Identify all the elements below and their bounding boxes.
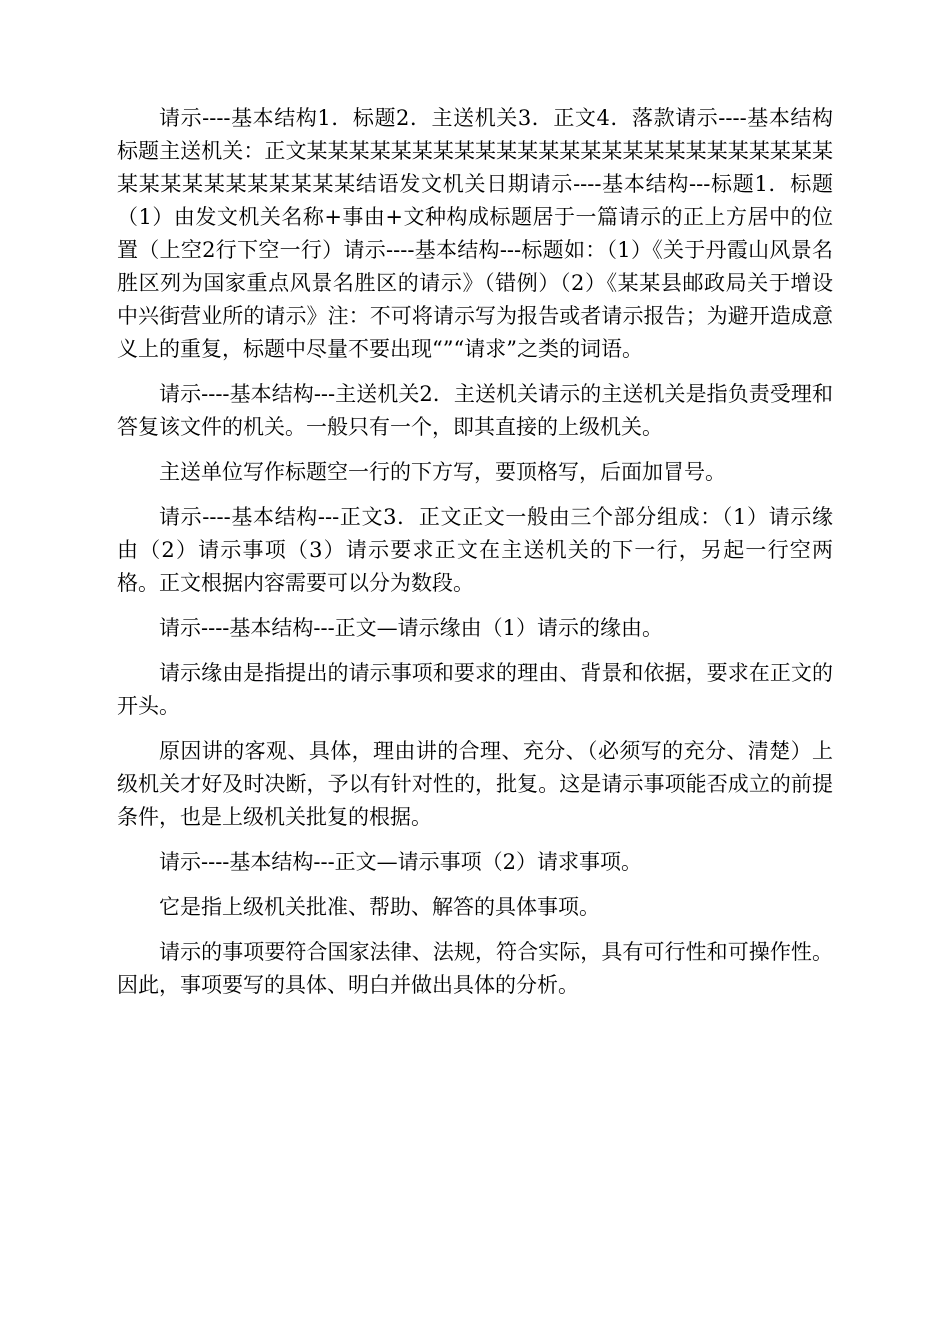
paragraph-reason-heading: 请示----基本结构---正文—请示缘由（1）请示的缘由。	[159, 616, 664, 640]
paragraph-main-recipient: 请示----基本结构---主送机关2．主送机关请示的主送机关是指负责受理和答复该文件的机关。一般只有一个，即其直接的上级机关。	[117, 382, 833, 439]
paragraph-reason-detail: 原因讲的客观、具体，理由讲的合理、充分、（必须写的充分、清楚）上级机关才好及时决断，予以有针对性的，批复。这是请示事项能否成立的前提条件，也是上级机关批复的根据。	[117, 739, 833, 829]
document-body	[117, 102, 833, 1014]
paragraph-request-heading: 请示----基本结构---正文—请示事项（2）请求事项。	[159, 850, 643, 874]
paragraph-reason-definition: 请示缘由是指提出的请示事项和要求的理由、背景和依据，要求在正文的开头。	[117, 661, 833, 718]
paragraph-body-parts: 请示----基本结构---正文3．正文正文一般由三个部分组成：（1）请示缘由（2）请示事项（3）请示要求正文在主送机关的下一行，另起一行空两格。正文根据内容需要可以分为数段。	[117, 505, 833, 595]
paragraph-structure-title: 请示----基本结构1．标题2．主送机关3．正文4．落款请示----基本结构标题主送机关：正文某某某某某某某某某某某某某某某某某某某某某某某某某某某某某某某某某某某某结语发文机关日期请示----基本结构---标题1．标题（1）由发文机关名称+事由+文种构成标题居于一篇请示的正上方居中的位置（上空2行下空一行）请示----基本结构---标题如：（1）《关于丹霞山风景名胜区列为国家重点风景名胜区的请示》（错例）（2）《某某县邮政局关于增设中兴街营业所的请示》注：不可将请示写为报告或者请示报告；为避开造成意义上的重复，标题中尽量不要出现“”“请求”之类的词语。	[117, 106, 833, 361]
paragraph-recipient-format: 主送单位写作标题空一行的下方写，要顶格写，后面加冒号。	[159, 460, 726, 484]
paragraph-request-definition: 它是指上级机关批准、帮助、解答的具体事项。	[159, 895, 600, 919]
paragraph-request-requirement: 请示的事项要符合国家法律、法规，符合实际，具有可行性和可操作性。因此，事项要写的具体、明白并做出具体的分析。	[117, 940, 833, 997]
